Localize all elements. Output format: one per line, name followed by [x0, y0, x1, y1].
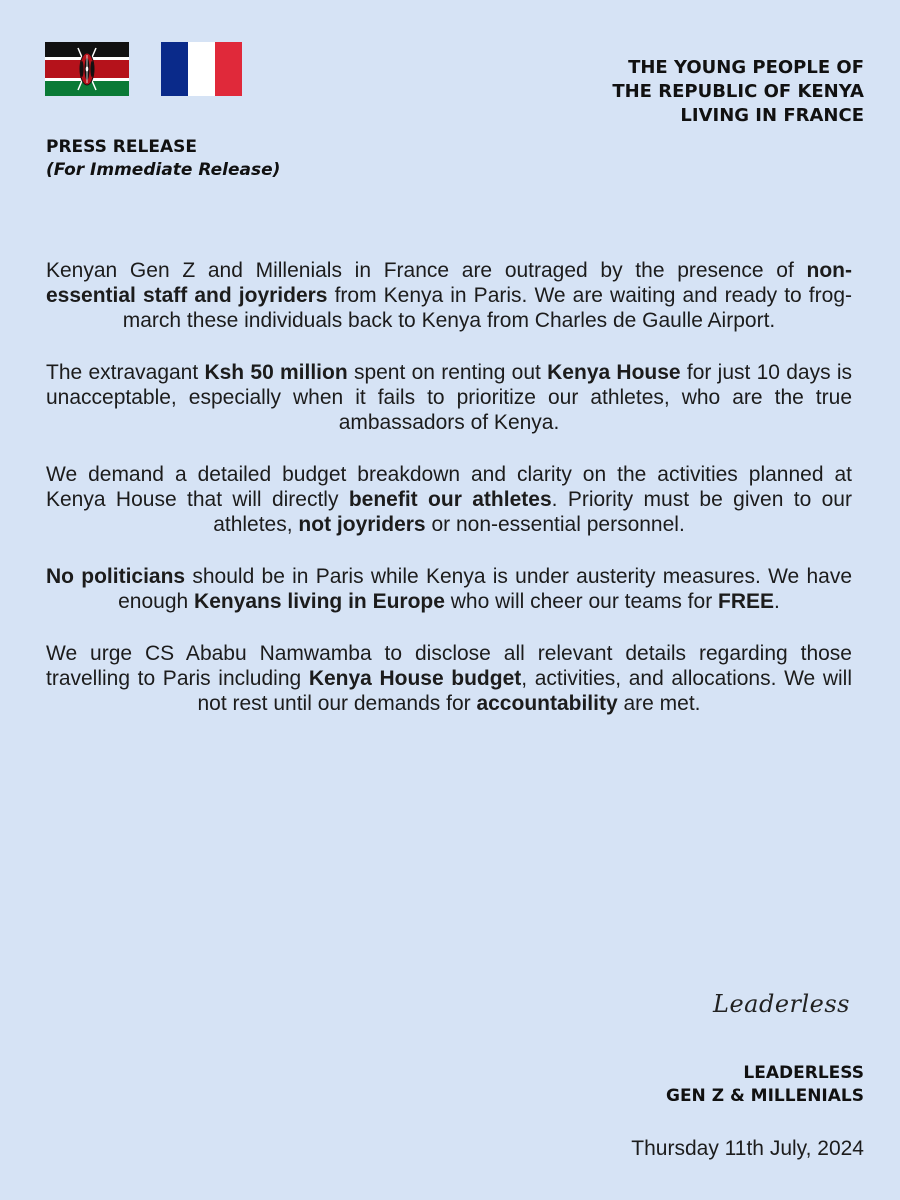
- body-paragraph: [46, 258, 852, 333]
- emphasized-text: non-essential staff and joyriders: [46, 259, 852, 307]
- kenya-flag-icon: [45, 42, 129, 96]
- emphasized-text: Ksh 50 million: [204, 361, 348, 384]
- paragraph-text: We urge CS Ababu Namwamba to disclose all relevant details regarding those travelling to Paris including: [46, 642, 852, 690]
- release-date: Thursday 11th July, 2024: [631, 1137, 864, 1160]
- emphasized-text: accountability: [476, 692, 618, 715]
- organization-title: [444, 56, 864, 128]
- emphasized-text: No politicians: [46, 565, 186, 588]
- paragraph-text: from Kenya in Paris. We are waiting and ready to frog-march these individuals back to Kenya from Charles de Gaulle Airport.: [122, 284, 852, 332]
- body-paragraph: [46, 462, 852, 537]
- signatory-line: GEN Z & MILLENIALS: [665, 1086, 864, 1106]
- press-release-heading: [46, 136, 280, 182]
- paragraph-text: or non-essential personnel.: [425, 513, 685, 536]
- org-title-line: THE REPUBLIC OF KENYA: [612, 81, 864, 102]
- emphasized-text: FREE: [718, 590, 775, 613]
- body-paragraph: [46, 360, 852, 435]
- paragraph-text: who will cheer our teams for: [444, 590, 719, 613]
- org-title-line: LIVING IN FRANCE: [680, 105, 864, 126]
- press-release-body: [46, 258, 852, 743]
- body-paragraph: [46, 564, 852, 614]
- france-flag-icon: [161, 42, 242, 96]
- org-title-line: THE YOUNG PEOPLE OF: [628, 57, 864, 78]
- paragraph-text: , activities, and allocations. We will not rest until our demands for: [197, 667, 852, 715]
- emphasized-text: Kenya House budget: [308, 667, 522, 690]
- emphasized-text: Kenyans living in Europe: [194, 590, 445, 613]
- emphasized-text: Kenya House: [547, 361, 681, 384]
- paragraph-text: We demand a detailed budget breakdown and clarity on the activities planned at Kenya House that will directly: [46, 463, 852, 511]
- paragraph-text: Kenyan Gen Z and Millenials in France are outraged by the presence of: [46, 259, 807, 282]
- paragraph-text: spent on renting out: [347, 361, 548, 384]
- paragraph-text: .: [774, 590, 780, 613]
- handwritten-signature: Leaderless: [713, 990, 850, 1018]
- signatory-block: [666, 1062, 864, 1108]
- signatory-line: LEADERLESS: [743, 1063, 864, 1083]
- press-release-subtitle: (For Immediate Release): [46, 160, 281, 180]
- emphasized-text: benefit our athletes: [348, 488, 552, 511]
- body-paragraph: [46, 641, 852, 716]
- paragraph-text: are met.: [617, 692, 701, 715]
- paragraph-text: The extravagant: [46, 361, 205, 384]
- press-release-label: PRESS RELEASE: [46, 137, 197, 157]
- paragraph-text: . Priority must be given to our athletes,: [213, 488, 852, 536]
- paragraph-text: for just 10 days is unacceptable, especially when it fails to prioritize our athletes, who are the true ambassadors of Kenya.: [46, 361, 853, 434]
- emphasized-text: not joyriders: [298, 513, 426, 536]
- paragraph-text: should be in Paris while Kenya is under austerity measures. We have enough: [118, 565, 852, 613]
